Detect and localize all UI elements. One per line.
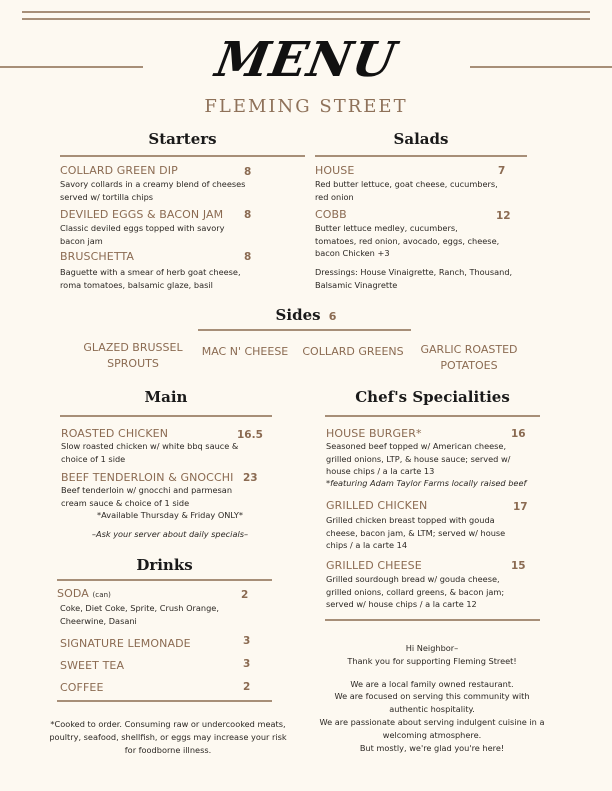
- salad-desc: Butter lettuce medley, cucumbers, tomatoes, red onion, avocado, eggs, cheese, bacon Chicken +3: [315, 223, 500, 258]
- starter-price: 8: [244, 166, 252, 178]
- salad-price: 7: [498, 165, 506, 177]
- chef-item-price: 15: [511, 560, 526, 572]
- sides-price: 6: [328, 310, 337, 323]
- message-line: We are focused on serving this community with authentic hospitality.: [334, 691, 530, 715]
- main-name: BEEF TENDERLOIN & GNOCCHI: [61, 471, 234, 484]
- main-desc: Beef tenderloin w/ gnocchi and parmesan cream sauce & choice of 1 side: [61, 485, 233, 508]
- drink-name: COFFEE: [60, 681, 104, 694]
- drink-desc: Coke, Diet Coke, Sprite, Crush Orange, Cheerwine, Dasani: [60, 603, 219, 626]
- main-availability: *Available Thursday & Friday ONLY*: [97, 510, 243, 520]
- salads-heading: Salads: [393, 130, 449, 148]
- starter-name: BRUSCHETTA: [60, 250, 135, 263]
- salad-dressings: Dressings: House Vinaigrette, Ranch, Thousand, Balsamic Vinagrette: [315, 267, 513, 290]
- message-line: Hi Neighbor–: [405, 643, 459, 653]
- side-item: GARLIC ROASTED POTATOES: [420, 343, 518, 372]
- side-item: COLLARD GREENS: [302, 345, 404, 358]
- message-line: We are passionate about serving indulgent cuisine in a welcoming atmosphere.: [319, 716, 545, 740]
- chef-item-desc: Grilled sourdough bread w/ gouda cheese, grilled onions, collard greens, & bacon jam; served w/ house chips / a la carte 12: [326, 574, 505, 609]
- drink-name-text: SODA: [57, 587, 89, 600]
- chef-item-name: GRILLED CHEESE: [326, 559, 422, 572]
- chef-item-price: 16: [511, 428, 526, 440]
- drink-price: 2: [241, 589, 249, 601]
- drink-price: 3: [243, 658, 251, 670]
- top-rule-2: [22, 18, 590, 20]
- main-price: 23: [243, 472, 258, 484]
- drinks-bottom-rule: [57, 700, 272, 702]
- chef-item-note: *featuring Adam Taylor Farms locally raised beef: [326, 478, 527, 488]
- sides-heading: [0, 306, 612, 324]
- sides-rule: [198, 329, 411, 331]
- main-desc: Slow roasted chicken w/ white bbq sauce & choice of 1 side: [61, 441, 239, 464]
- salads-rule: [315, 155, 527, 157]
- message-line: We are a local family owned restaurant.: [350, 678, 514, 689]
- starter-desc: Classic deviled eggs topped with savory bacon jam: [60, 223, 225, 246]
- chef-item-name: GRILLED CHICKEN: [326, 499, 428, 512]
- main-price: 16.5: [237, 429, 263, 441]
- chefs-bottom-rule: [325, 619, 540, 621]
- drink-name: SWEET TEA: [60, 659, 125, 672]
- starter-desc: Savory collards in a creamy blend of cheeses served w/ tortilla chips: [60, 179, 246, 202]
- drink-name: SIGNATURE LEMONADE: [60, 637, 191, 650]
- starter-price: 8: [244, 209, 252, 221]
- chef-item-desc: Seasoned beef topped w/ American cheese, grilled onions, LTP, & house sauce; served w/ house chips / a la carte 13: [326, 441, 511, 476]
- drinks-heading: Drinks: [136, 556, 193, 574]
- starter-name: DEVILED EGGS & BACON JAM: [60, 208, 224, 221]
- main-name: ROASTED CHICKEN: [61, 427, 169, 440]
- salad-desc: Red butter lettuce, goat cheese, cucumbers, red onion: [315, 179, 498, 202]
- main-heading: Main: [144, 388, 188, 406]
- neighbor-message: [318, 642, 546, 754]
- restaurant-name: FLEMING STREET: [204, 96, 408, 117]
- drink-name-extra: (can): [92, 591, 111, 599]
- message-line: But mostly, we're glad you're here!: [359, 742, 505, 753]
- main-rule: [60, 415, 272, 417]
- food-safety-disclaimer: *Cooked to order. Consuming raw or undercooked meats, poultry, seafood, shellfish, or eggs may increase your risk for foodborne illness.: [49, 719, 287, 755]
- side-item: MAC N' CHEESE: [201, 345, 289, 358]
- top-rule-1: [22, 11, 590, 13]
- side-item: GLAZED BRUSSEL SPROUTS: [83, 341, 183, 370]
- message-line: Thank you for supporting Fleming Street!: [347, 655, 517, 666]
- chef-item-name: HOUSE BURGER*: [326, 427, 422, 440]
- starters-heading: Starters: [148, 130, 217, 148]
- chef-item-desc: Grilled chicken breast topped with gouda cheese, bacon jam, & LTM; served w/ house chips / a la carte 14: [326, 515, 506, 550]
- salad-price: 12: [496, 210, 511, 222]
- salad-name: HOUSE: [315, 164, 355, 177]
- starter-desc: Baguette with a smear of herb goat cheese, roma tomatoes, balsamic glaze, basil: [60, 267, 241, 290]
- sides-heading-label: Sides: [275, 306, 321, 324]
- starters-rule: [60, 155, 305, 157]
- drink-price: 2: [243, 681, 251, 693]
- chefs-rule: [325, 415, 540, 417]
- main-specials-note: –Ask your server about daily specials–: [91, 529, 249, 539]
- drink-price: 3: [243, 635, 251, 647]
- chefs-heading: Chef's Specialities: [355, 388, 510, 406]
- salad-name: COBB: [315, 208, 347, 221]
- starter-name: COLLARD GREEN DIP: [60, 164, 178, 177]
- menu-title: MENU: [211, 32, 401, 88]
- drink-name: [57, 587, 111, 600]
- starter-price: 8: [244, 251, 252, 263]
- chef-item-price: 17: [513, 501, 528, 513]
- drinks-rule: [57, 579, 272, 581]
